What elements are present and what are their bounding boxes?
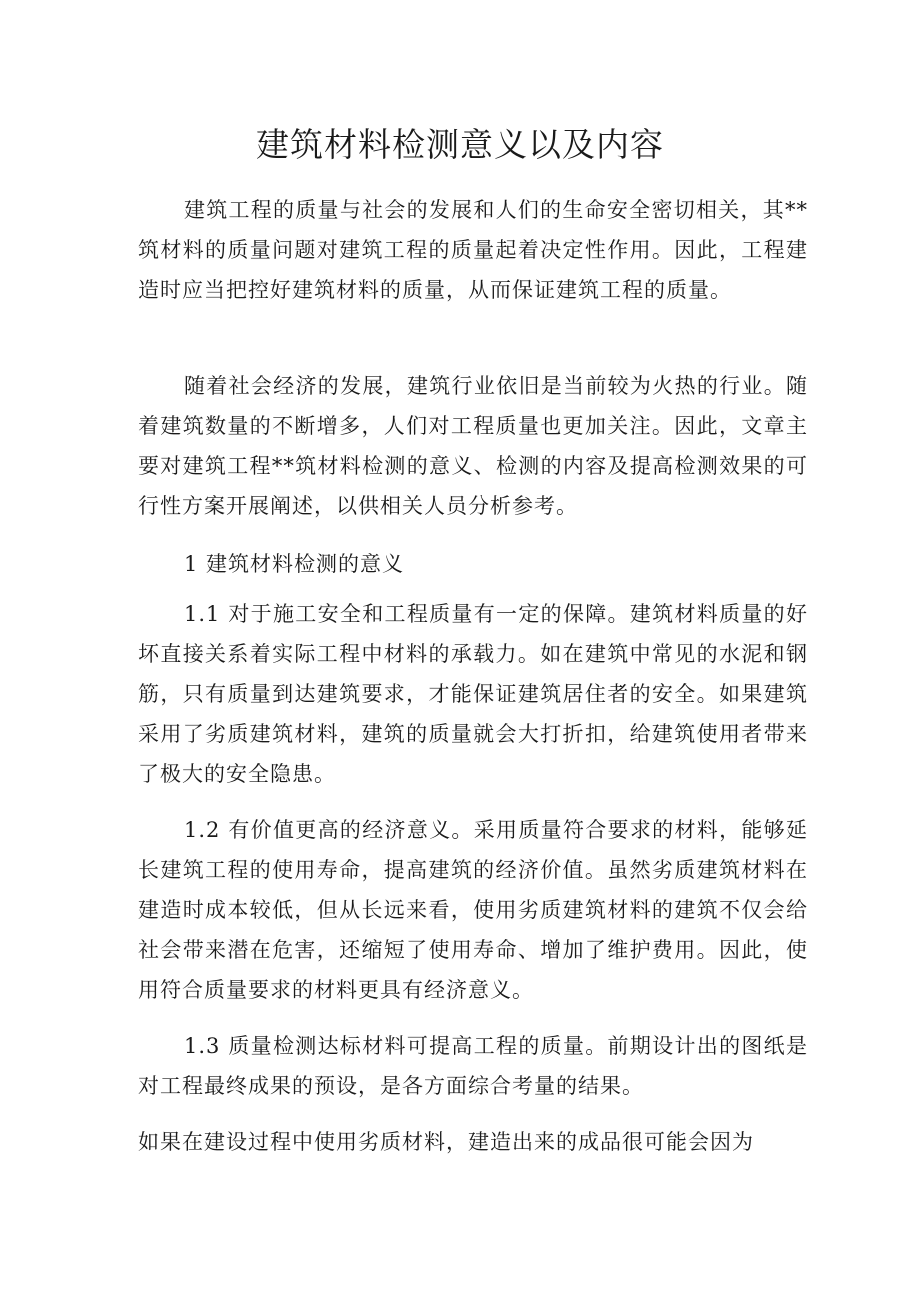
intro-paragraph: 建筑工程的质量与社会的发展和人们的生命安全密切相关，其**筑材料的质量问题对建筑工程的质量起着决定性作用。因此，工程建造时应当把控好建筑材料的质量，从而保证建筑工程的质量。 bbox=[138, 198, 808, 302]
background-paragraph: 随着社会经济的发展，建筑行业依旧是当前较为火热的行业。随着建筑数量的不断增多，人们对工程质量也更加关注。因此，文章主要对建筑工程**筑材料检测的意义、检测的内容及提高检测效果的可行性方案开展阐述，以供相关人员分析参考。 bbox=[138, 374, 808, 518]
section-1-2-paragraph: 1.2 有价值更高的经济意义。采用质量符合要求的材料，能够延长建筑工程的使用寿命，提高建筑的经济价值。虽然劣质建筑材料在建造时成本较低，但从长远来看，使用劣质建筑材料的建筑不仅会给社会带来潜在危害，还缩短了使用寿命、增加了维护费用。因此，使用符合质量要求的材料更具有经济意义。 bbox=[138, 818, 808, 1002]
document-title: 建筑材料检测意义以及内容 bbox=[256, 125, 664, 164]
section-1-1-paragraph: 1.1 对于施工安全和工程质量有一定的保障。建筑材料质量的好坏直接关系着实际工程中材料的承载力。如在建筑中常见的水泥和钢筋，只有质量到达建筑要求，才能保证建筑居住者的安全。如果建筑采用了劣质建筑材料，建筑的质量就会大打折扣，给建筑使用者带来了极大的安全隐患。 bbox=[138, 602, 808, 786]
continuation-paragraph: 如果在建设过程中使用劣质材料，建造出来的成品很可能会因为 bbox=[138, 1130, 754, 1154]
section-heading: 1 建筑材料检测的意义 bbox=[184, 552, 405, 576]
section-1-3-paragraph: 1.3 质量检测达标材料可提高工程的质量。前期设计出的图纸是对工程最终成果的预设，是各方面综合考量的结果。 bbox=[138, 1034, 808, 1098]
